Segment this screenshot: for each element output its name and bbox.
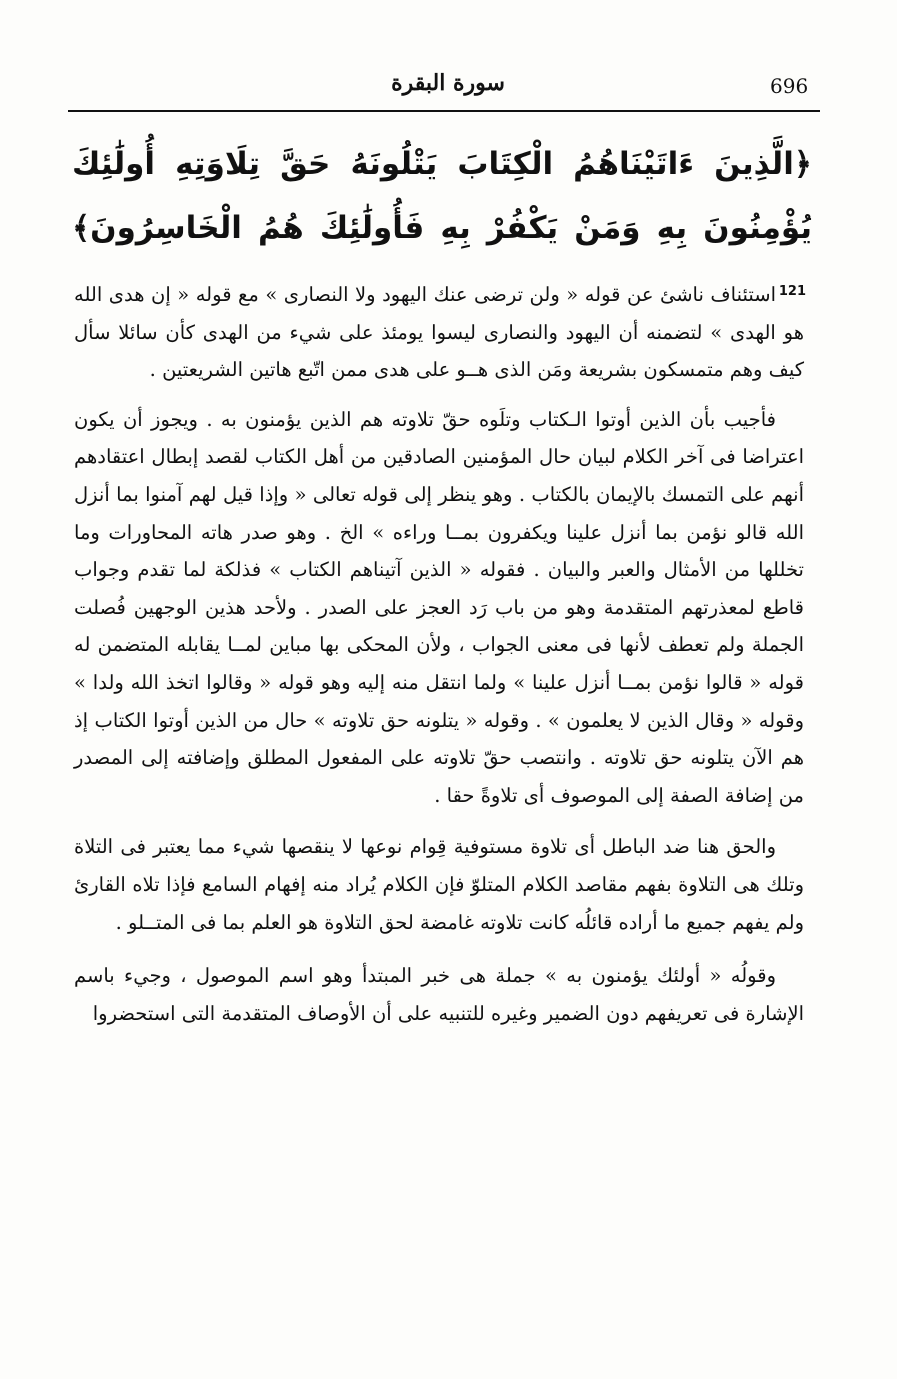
- paragraph-1: استئناف ناشئ عن قوله « ولن ترضى عنك اليهود ولا النصارى » مع قوله « إن هدى الله هو الهدى » لتضمنه أن اليهود والنصارى ليسوا يومئذ على شيء من الهدى كأن سائلا سأل كيف وهم متمسكون بشريعة ومَن الذى هــو على هدى ممن اتّبع هاتين الشريعتين .: [74, 283, 804, 382]
- paragraph-3: والحق هنا ضد الباطل أى تلاوة مستوفية قِوام نوعها لا ينقصها شيء مما يعتبر فى التلاة وتلك هى التلاوة بفهم مقاصد الكلام المتلوّ فإن الكلام يُراد منه إفهام السامع فإذا تلاه القارئ ولم يفهم جميع ما أراده قائلُه كانت تلاوته غامضة لحق التلاوة هو العلم بما فى المتــلو .: [74, 835, 804, 934]
- running-title: سورة البقرة: [391, 70, 505, 96]
- commentary-body: [74, 276, 804, 1032]
- header-rule: [68, 110, 820, 112]
- paragraph-4: وقولُه « أولئك يؤمنون به » جملة هى خبر المبتدأ وهو اسم الموصول ، وجيء باسم الإشارة فى تعريفهم دون الضمير وغيره للتنبيه على أن الأوصاف المتقدمة التى استحضروا: [74, 964, 804, 1025]
- verse-text: ﴿الَّذِينَ ءَاتَيْنَاهُمُ الْكِتَابَ يَتْلُونَهُ حَقَّ تِلَاوَتِهِ أُولَٰئِكَ يُؤْمِنُونَ بِهِ وَمَنْ يَكْفُرْ بِهِ فَأُولَٰئِكَ هُمُ الْخَاسِرُونَ﴾: [72, 146, 812, 246]
- paragraph-2: فأجيب بأن الذين أوتوا الـكتاب وتلَوه حقّ تلاوته هم الذين يؤمنون به . ويجوز أن يكون اعتراضا فى آخر الكلام لبيان حال المؤمنين الصادقين من أهل الكتاب لقصد إبطال اعتقادهم أنهم على التمسك بالإيمان بالكتاب . وهو ينظر إلى قوله تعالى « وإذا قيل لهم آمنوا بما أنزل الله قالو نؤمن بما أنزل علينا ويكفرون بمــا وراءه » الخ . وهو صدر هاته المحاورات وما تخللها من الأمثال والعبر والبيان . فقوله « الذين آتيناهم الكتاب » فذلكة لما تقدم وجواب قاطع لمعذرتهم المتقدمة وهو من باب رَد العجز على الصدر . ولأحد هذين الوجهين فُصلت الجملة ولم تعطف لأنها فى معنى الجواب ، ولأن المحكى بها مباين لمــا يقابله المتضمن له قوله « قالوا نؤمن بمــا أنزل علينا » ولما انتقل منه إليه وهو قوله « وقالوا اتخذ الله ولدا » وقوله « وقال الذين لا يعلمون » . وقوله « يتلونه حق تلاوته » حال من الذين أوتوا الكتاب إذ هم الآن يتلونه حق تلاوته . وانتصب حقّ تلاوته على المفعول المطلق وإضافته إلى المصدر من إضافة الصفة إلى الموصوف أى تلاوةً حقا .: [74, 407, 804, 807]
- verse-number: 121: [778, 284, 806, 299]
- page-header: [68, 66, 820, 110]
- page-number: 696: [770, 74, 809, 98]
